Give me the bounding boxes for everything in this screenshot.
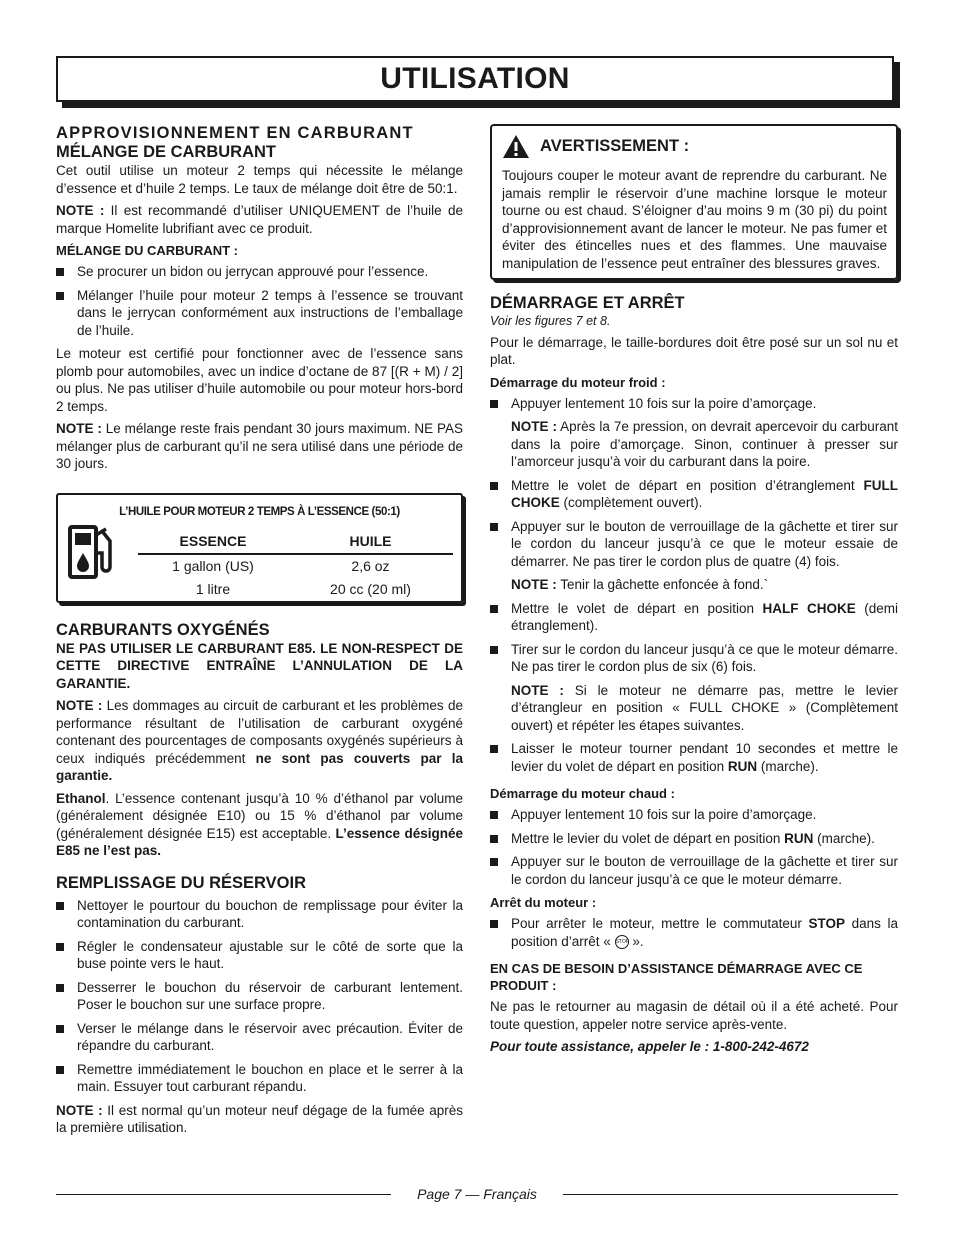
- heading-demarrage: DÉMARRAGE ET ARRÊT: [490, 294, 685, 312]
- chaud-list: [490, 806, 898, 888]
- warning-header: [502, 134, 887, 159]
- page-footer: [56, 1186, 898, 1202]
- warning-box: [490, 124, 898, 280]
- heading-melange: MÉLANGE DE CARBURANT: [56, 143, 276, 161]
- list-item: Nettoyer le pourtour du bouchon de remplissage pour éviter la contamination du carburant.: [56, 897, 463, 932]
- subheading-melange-carburant: MÉLANGE DU CARBURANT :: [56, 243, 238, 258]
- table-row: [138, 578, 453, 601]
- list-item: Appuyer lentement 10 fois sur la poire d’amorçage.: [490, 806, 898, 824]
- note-fumee: NOTE : Il est normal qu’un moteur neuf dégage de la fumée après la première utilisation.: [56, 1102, 464, 1135]
- note-poire: NOTE : Après la 7e pression, on devrait apercevoir du carburant dans la poire d’amorçage. Sinon, continuer à presser sur l’amorceur jusqu’à voir du carburant dans la poire.: [511, 419, 898, 469]
- figure-reference: Voir les figures 7 et 8.: [490, 314, 611, 328]
- heading-remplissage: REMPLISSAGE DU RÉSERVOIR: [56, 873, 306, 892]
- froid-list-3: [490, 600, 898, 676]
- heading-carburants-oxygenes: CARBURANTS OXYGÉNÉS: [56, 620, 270, 639]
- list-item: Se procurer un bidon ou jerrycan approuvé pour l’essence.: [56, 263, 463, 281]
- subheading-moteur-froid: Démarrage du moteur froid :: [490, 374, 666, 390]
- table-cell: 20 cc (20 ml): [330, 580, 411, 597]
- warning-title: AVERTISSEMENT :: [540, 137, 690, 155]
- demarrage-paragraph: Pour le démarrage, le taille-bordures doit être posé sur un sol nu et plat.: [490, 334, 898, 367]
- intro-paragraph: Cet outil utilise un moteur 2 temps qui nécessite le mélange d’essence et d’huile 2 temps. Le taux de mélange doit être de 50:1.: [56, 163, 463, 196]
- octane-paragraph: Le moteur est certifié pour fonctionner avec de l’essence sans plomb pour automobiles, avec un indice d’octane de 87 [(R + M) / 2] ou plus. Ne pas utiliser d’huile automobile ou pour moteur hors-bord 2 temps.: [56, 346, 463, 414]
- fuel-table-title: L’HUILE POUR MOTEUR 2 TEMPS À L’ESSENCE (50:1): [119, 505, 400, 518]
- arret-list: [490, 915, 898, 950]
- note-gachette: NOTE : Tenir la gâchette enfoncée à fond.`: [511, 577, 769, 592]
- right-column: [490, 124, 898, 1061]
- list-item: Laisser le moteur tourner pendant 10 secondes et mettre le levier du volet de départ en position RUN (marche).: [490, 740, 898, 775]
- remplissage-list: [56, 897, 463, 1096]
- list-item: Appuyer sur le bouton de verrouillage de la gâchette et tirer sur le cordon du lanceur jusqu’à ce que le moteur essaie de démarrer. Ne pas tirer le cordon plus de quatre (4) fois.: [490, 518, 898, 571]
- warning-e85: NE PAS UTILISER LE CARBURANT E85. LE NON-RESPECT DE CETTE DIRECTIVE ENTRAÎNE L’ANNULATION DE LA GARANTIE.: [56, 640, 463, 691]
- note-full-choke: NOTE : Si le moteur ne démarre pas, mettre le levier d’étrangleur en position « FULL CHOKE » (Complètement ouvert) et répéter les étapes suivantes.: [511, 682, 898, 733]
- note-homelite: NOTE : Il est recommandé d’utiliser UNIQUEMENT de l’huile de marque Homelite lubrifiant avec ce produit.: [56, 203, 463, 236]
- page-title-box: [56, 56, 894, 102]
- list-item: Mettre le levier du volet de départ en position RUN (marche).: [490, 830, 898, 848]
- list-item: Desserrer le bouchon du réservoir de carburant lentement. Poser le bouchon sur une surface propre.: [56, 979, 463, 1014]
- fuel-pump-icon: [66, 521, 118, 581]
- froid-list-2: [490, 477, 898, 571]
- list-item: Appuyer lentement 10 fois sur la poire d’amorçage.: [490, 395, 898, 413]
- heading-approvisionnement: APPROVISIONNEMENT EN CARBURANT: [56, 124, 414, 142]
- page-title: UTILISATION: [380, 62, 570, 95]
- warning-text: Toujours couper le moteur avant de reprendre du carburant. Ne jamais remplir le réservoir d’une machine lorsque le moteur tourne ou est chaud. S’éloigner d’au moins 9 m (30 pi) du point d’approvisionnement avant de lancer le moteur. Ne pas fumer et éviter des étincelles nues et des flammes. Une mauvaise manipulation de l’essence peut entraîner des blessures graves.: [502, 168, 887, 271]
- warning-triangle-icon: [502, 134, 530, 159]
- table-header: [138, 533, 453, 555]
- assistance-paragraph: Ne pas le retourner au magasin de détail où il a été acheté. Pour toute question, appeler notre service après-vente.: [490, 999, 898, 1032]
- subheading-assistance: EN CAS DE BESOIN D’ASSISTANCE DÉMARRAGE AVEC CE PRODUIT :: [490, 961, 863, 993]
- table-cell: 1 litre: [195, 580, 231, 597]
- froid-list-4: [490, 740, 898, 775]
- assistance-phone: Pour toute assistance, appeler le : 1-800-242-4672: [490, 1039, 809, 1054]
- table-cell: 1 gallon (US): [172, 557, 254, 574]
- subheading-arret: Arrêt du moteur :: [490, 895, 597, 910]
- page-number: Page 7 — Français: [417, 1186, 537, 1202]
- list-item: Mettre le volet de départ en position HALF CHOKE (demi étranglement).: [490, 600, 898, 635]
- fuel-mix-table: [56, 493, 463, 603]
- list-item: Régler le condensateur ajustable sur le côté de sorte que la buse pointe vers le haut.: [56, 938, 463, 973]
- note-30-jours: NOTE : Le mélange reste frais pendant 30 jours maximum. NE PAS mélanger plus de carburant qu’il ne sera utilisé dans une période de 30 jours.: [56, 421, 464, 471]
- list-item: Appuyer sur le bouton de verrouillage de la gâchette et tirer sur le cordon du lanceur jusqu’à ce que le moteur démarre.: [490, 853, 898, 888]
- froid-list: [490, 395, 898, 413]
- table-cell: 2,6 oz: [351, 557, 390, 574]
- note-garantie: NOTE : Les dommages au circuit de carburant et les problèmes de performance résultant de l’utilisation de carburant oxygéné contenant des pourcentages de composants oxygénés supérieurs à ceux indiqués précédemment ne sont pas couverts par la garantie.: [56, 698, 464, 783]
- list-item: Pour arrêter le moteur, mettre le commutateur STOP dans la position d’arrêt « STOP ».: [490, 915, 898, 950]
- table-row: [138, 555, 453, 578]
- list-item: Tirer sur le cordon du lanceur jusqu’à ce que le moteur démarre. Ne pas tirer le cordon plus de six (6) fois.: [490, 641, 898, 676]
- melange-list: [56, 263, 463, 339]
- fuel-ratio-grid: [138, 533, 453, 601]
- subheading-moteur-chaud: Démarrage du moteur chaud :: [490, 786, 675, 801]
- column-huile: HUILE: [349, 532, 392, 549]
- column-essence: ESSENCE: [179, 532, 247, 549]
- list-item: Mettre le volet de départ en position d’étranglement FULL CHOKE (complètement ouvert).: [490, 477, 898, 512]
- left-column: [56, 124, 463, 1142]
- list-item: Mélanger l’huile pour moteur 2 temps à l’essence se trouvant dans le jerrycan conformément aux instructions de l’emballage de l’huile.: [56, 287, 463, 340]
- ethanol-paragraph: Ethanol. L’essence contenant jusqu’à 10 % d’éthanol par volume (généralement désignée E10) ou 15 % d’éthanol par volume (généralement désignée E15) est acceptable. L’essence désignée E85 ne l’est pas.: [56, 790, 463, 858]
- stop-icon: STOP: [615, 935, 629, 949]
- list-item: Remettre immédiatement le bouchon en place et le serrer à la main. Essuyer tout carburant répandu.: [56, 1061, 463, 1096]
- list-item: Verser le mélange dans le réservoir avec précaution. Éviter de répandre du carburant.: [56, 1020, 463, 1055]
